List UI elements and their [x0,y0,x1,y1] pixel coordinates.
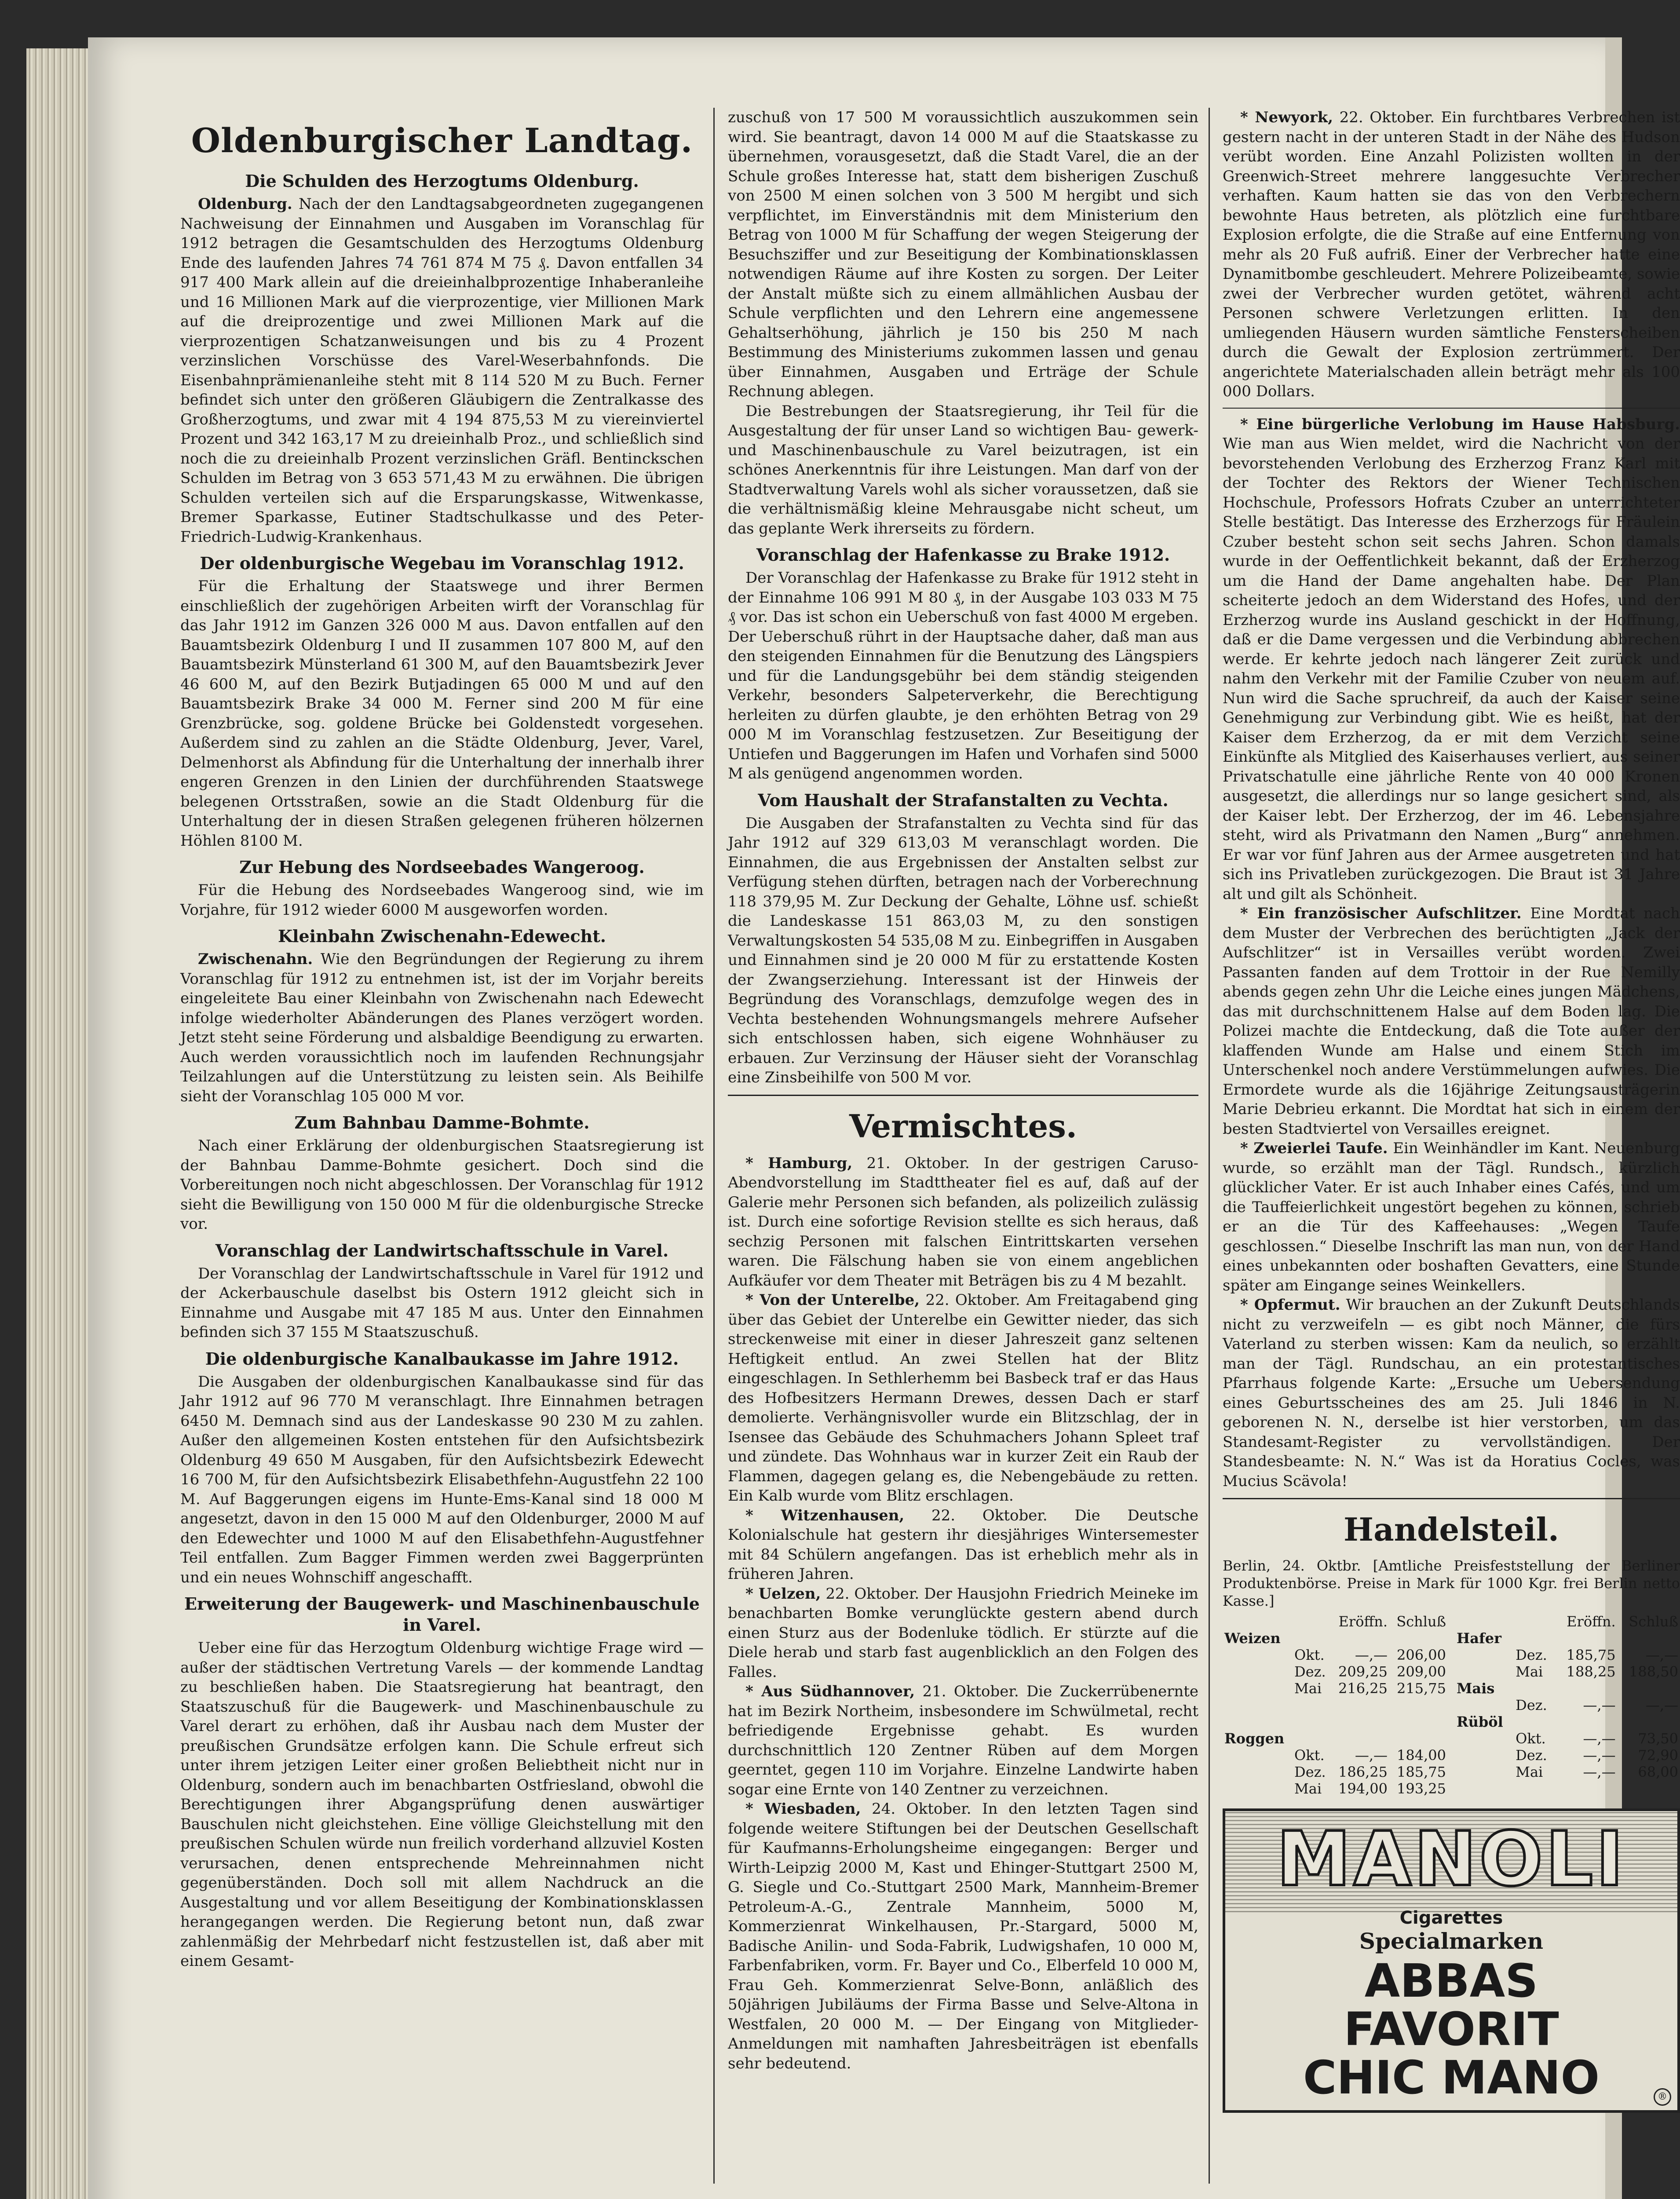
column-2 [728,108,1198,2199]
grain-name [1455,1663,1514,1680]
delivery-month [1293,1730,1331,1747]
grain-name: Hafer [1457,1630,1501,1647]
article-body: Für die Erhaltung der Staatswege und ihrer Bermen einschließlich der zugehörigen Arbeiten wirft der Voranschlag für das Jahr 1912 im Ganzen 326 000 M aus. Davon entfallen auf den Bauamtsbezirk Oldenburg I und II zusammen 107 800 M, auf den Bauamtsbezirk Münsterland 61 300 M, auf den Bauamtsbezirk Jever 46 600 M, auf den Bezirk Butjadingen 65 000 M und auf den Bauamtsbezirk Brake 34 000 M. Ferner sind 200 M für eine Grenzbrücke, sog. goldene Brücke bei Goldenstedt vorgesehen. Außerdem sind zu zahlen an die Städte Oldenburg, Jever, Varel, Delmenhorst als Abfindung für die Unterhaltung der innerhalb ihrer engeren Grenzen in den Linien der durchführenden Staatswege belegenen Ortsstraßen, sowie an die Stadt Oldenburg für die Unterhaltung der in diesen Straßen gelegenen früheren hölzernen Höhlen 8100 M. [180,577,704,850]
news-text: Ein Weinhändler im Kant. Neuenburg wurde, so erzählt man der Tägl. Rundsch., kürzlich glücklicher Vater. Er ist auch Inhaber eines Cafés, und um die Tauffeierlichkeit ungestört begehen zu können, schrieb er an die Tür des Kaffeehauses: „Wegen Taufe geschlossen.“ Dieselbe Inschrift las man nun, von der Hand eines unbekannten oder boshaften Gevatters, eine Stunde später am Eingange seines Weinkellers. [1223,1140,1680,1294]
market-row [1455,1680,1680,1697]
news-item [728,1290,1198,1506]
item-divider [1223,408,1680,409]
grain-name [1223,1713,1293,1730]
news-item [1223,108,1680,402]
article-body: Für die Hebung des Nordseebades Wangeroog sind, wie im Vorjahre, für 1912 wieder 6000 M ausgeworfen worden. [180,881,704,919]
open-price [1555,1680,1618,1697]
dateline: * Von der Unterelbe, [745,1291,920,1309]
delivery-month [1514,1630,1555,1647]
article-text: Wie den Begründungen der Regierung zu ihrem Voranschlag für 1912 zu entnehmen ist, ist der im Vorjahr bereits eingeleitete Bau einer Kleinbahn von Zwischenahn nach Edewecht infolge wiederholter Abänderungen des Planes verzögert worden. Jetzt steht seine Förderung und alsbaldige Beendigung zu erwarten. Auch werden voraussichtlich noch im laufenden Rechnungsjahr Teilzahlungen auf die Unterstützung zu leisten sein. Als Beihilfe sieht der Voranschlag 105 000 M vor. [180,950,704,1105]
close-price: 68,00 [1638,1764,1678,1780]
news-text: 22. Oktober. Ein furchtbares Verbrechen ist gestern nacht in der unteren Stadt in der Nähe des Hudson verübt worden. Eine Anzahl Polizisten wollten in der Greenwich-Street mehrere langgesuchte Verbrecher verhaften. Kaum hatten sie das von den Verbrechern bewohnte Haus betreten, als plötzlich eine furchtbare Explosion erfolgte, die die Straße auf eine Entfernung von mehr als 20 Fuß aufriß. Einer der Verbrecher hatte eine Dynamitbombe geschleudert. Mehrere Polizeibeamte, sowie zwei der Verbrecher wurden getötet, während acht Personen schwere Verletzungen erlitten. In den umliegenden Häusern wurden sämtliche Fensterscheiben durch die Gewalt der Explosion zertrümmert. Der angerichtete Materialschaden allein beträgt mehr als 100 000 Dollars. [1223,109,1680,400]
ad-subtitle: Specialmarken [1359,1928,1544,1954]
section-title: Oldenburgischer Landtag. [191,121,693,160]
grain-name [1455,1747,1514,1764]
dateline: * Wiesbaden, [745,1800,861,1818]
open-price: —,— [1355,1647,1388,1663]
news-item [728,1154,1198,1291]
market-row [1223,1663,1448,1680]
article-heading: Voranschlag der Hafenkasse zu Brake 1912. [756,545,1170,565]
close-price: 209,00 [1397,1663,1446,1680]
news-item [1223,904,1680,1139]
article-body: Der Voranschlag der Hafenkasse zu Brake für 1912 steht in der Einnahme 106 991 M 80 ₰, in der Ausgabe 103 033 M 75 ₰ vor. Das ist schon ein Ueberschuß von fast 4000 M ergeben. Der Ueberschuß rührt in der Hauptsache daher, daß man aus den steigenden Einnahmen für die Benutzung des Längspiers und für die Landungsgebühr bei dem ständig steigenden Verkehr, besonders Salpeterverkehr, die Berechtigung herleiten zu dürfen glaubte, je den erhöhten Betrag von 29 000 M im Voranschlag festzusetzen. Zur Beseitigung der Untiefen und Baggerungen im Hafen und Vorhafen sind 5000 M als genügend angenommen worden. [728,569,1198,782]
article-heading: Zur Hebung des Nordseebades Wangeroog. [239,857,645,877]
close-price [1618,1630,1680,1647]
open-price: —,— [1355,1747,1388,1764]
col-open-header: Eröffn. [1338,1613,1388,1630]
article-body [180,950,704,1106]
close-price: 193,25 [1397,1780,1446,1797]
news-item [728,1799,1198,2073]
open-price [1331,1730,1389,1747]
delivery-month: Okt. [1294,1647,1325,1663]
open-price: —,— [1583,1747,1616,1764]
article-heading: Erweiterung der Baugewerk- und Maschinenbauschule in Varel. [184,1594,700,1635]
market-row [1223,1697,1448,1713]
delivery-month [1293,1697,1331,1713]
news-item [728,1584,1198,1682]
article-body: Die Ausgaben der oldenburgischen Kanalbaukasse sind für das Jahr 1912 auf 96 770 M veranschlagt. Ihre Einnahmen betragen 6450 M. Demnach sind aus der Landeskasse 90 230 M zu zahlen. Außer den allgemeinen Kosten entstehen für den Aufsichtsbezirk Oldenburg 49 650 M Ausgaben, für den Aufsichtsbezirk Edewecht 16 700 M, für den Aufsichtsbezirk Elisabethfehn-Augustfehn 22 100 M. Auf Baggerungen eigens im Hunte-Ems-Kanal sind 18 000 M angesetzt, davon in den 15 000 M auf den Oldenburger, 2000 M auf den Edewechter und 1000 M auf den Elisabethfehn-Augustfehner Teil entfallen. Zum Bagger Fimmen werden zwei Baggerprünten und ein neues Wohnschiff angeschafft. [180,1373,704,1586]
market-row [1223,1780,1448,1797]
news-text: 22. Oktober. Die Deutsche Kolonialschule hat gestern ihr diesjähriges Wintersemester mit 84 Schülern angefangen. Das ist erheblich mehr als in früheren Jahren. [728,1506,1198,1583]
delivery-month: Dez. [1516,1747,1547,1764]
news-text: 24. Oktober. In den letzten Tagen sind folgende weitere Stiftungen bei der Deutschen Gesellschaft für Kaufmanns-Erholungsheime eingegangen: Berger und Wirth-Leipzig 2000 M, Kast und Ehinger-Stuttgart 2500 M, G. Siegle und Co.-Stuttgart 2500 Mark, Mannheim-Bremer Petroleum-A.-G., Zentrale Mannheim, 5000 M, Kommerzienrat Winkelhausen, Pr.-Stargard, 5000 M, Badische Anilin- und Soda-Fabrik, Ludwigshafen, 10 000 M, Farbenfabriken, vorm. Fr. Bayer und Co., Elberfeld 10 000 M, Frau Geh. Kommerzienrat Selve-Bonn, anläßlich des 50jährigen Jubiläums der Firma Basse und Selve-Altona in Westfalen, 20 000 M. — Der Eingang von Mitglieder-Anmeldungen mit namhaften Jahresbeiträgen ist ebenfalls sehr bedeutend. [728,1800,1198,2072]
column-rule [1209,108,1210,2184]
market-row [1455,1747,1680,1764]
grain-name [1223,1663,1293,1680]
article-heading: Vom Haushalt der Strafanstalten zu Vechta. [758,790,1169,810]
article-heading: Voranschlag der Landwirtschaftsschule in Varel. [215,1240,669,1260]
delivery-month: Mai [1294,1680,1322,1697]
open-price [1331,1697,1389,1713]
grain-name [1223,1780,1293,1797]
article-heading: Zum Bahnbau Damme-Bohmte. [294,1113,590,1132]
delivery-month: Okt. [1516,1730,1546,1747]
delivery-month [1293,1630,1331,1647]
market-row [1223,1764,1448,1780]
ad-subtitle: Cigarettes [1399,1908,1503,1928]
article-heading: Die oldenburgische Kanalbaukasse im Jahre 1912. [205,1348,679,1369]
dateline: * Eine bürgerliche Verlobung im Hause Habsburg. [1240,415,1680,433]
news-text: 21. Oktober. In der gestrigen Caruso-Abendvorstellung im Stadttheater fiel es auf, daß auf der Galerie mehr Personen sich befanden, als polizeilich zulässig ist. Durch eine sofortige Revision stellte es sich heraus, daß sechzig Personen mit falschen Eintrittskarten versehen waren. Die Fälschung haben sie von einem angeblichen Aufkäufer vor dem Theater mit Beträgen bis zu 4 M bezahlt. [728,1154,1198,1289]
close-price: —,— [1645,1647,1678,1663]
news-text: Wie man aus Wien meldet, wird die Nachricht von der bevorstehenden Verlobung des Erzherzog Franz Karl mit der Tochter des Rektors der Wiener Technischen Hochschule, Professors Hofrats Czuber an unterrichteter Stelle bestätigt. Das Interesse des Erzherzogs für Fräulein Czuber besteht schon seit sechs Jahren. Schon damals wurde in der Oeffentlichkeit bekannt, daß der Erzherzog um die Hand der Dame angehalten habe. Der Plan scheiterte jedoch an dem Widerstand des Hofes, und der Erzherzog wurde ins Ausland geschickt in der Hoffnung, daß er die Dame vergessen und die Verbindung abbrechen werde. Er kehrte jedoch nach längerer Zeit zurück und nahm den Verkehr mit der Familie Czuber von neuem auf. Nun wird die Sache spruchreif, da auch der Kaiser seine Genehmigung zur Verbindung gibt. Wie es heißt, hat der Kaiser dem Erzherzog, da er mit dem Verzicht seine Einkünfte als Mitglied des Kaiserhauses verliert, aus seiner Privatschatulle eine jährliche Rente von 40 000 Kronen ausgesetzt, die allerdings nur so lange gesichert sind, als der Kaiser lebt. Der Erzherzog, der im 46. Lebensjahre steht, wird als Privatmann den Namen „Burg“ annehmen. Er war vor fünf Jahren aus der Armee ausgetreten und hat sich ins Privatleben zurückgezogen. Die Braut ist 31 Jahre alt und gilt als Schönheit. [1223,435,1680,903]
dateline: * Opfermut. [1240,1296,1340,1314]
dateline: * Newyork, [1240,109,1333,126]
section-title: Handelsteil. [1344,1511,1559,1548]
delivery-month: Okt. [1294,1747,1325,1764]
market-row [1455,1630,1680,1647]
close-price: 206,00 [1397,1647,1446,1663]
article-body [180,194,704,547]
grain-name [1455,1764,1514,1780]
open-price: 194,00 [1338,1780,1388,1797]
close-price: 185,75 [1397,1764,1446,1780]
article-body: Die Ausgaben der Strafanstalten zu Vechta sind für das Jahr 1912 auf 329 613,03 M veranschlagt worden. Die Einnahmen, die aus Ergebnissen der Anstalten selbst zur Verfügung stehen dürften, betragen nach der Vorberechnung 118 379,95 M. Zur Deckung der Gehalte, Löhne usf. schießt die Landeskasse 151 863,03 M, zu den sonstigen Verwaltungskosten 54 535,08 M zu. Einbegriffen in Ausgaben und Einnahmen sind je 20 000 M für zu erstattende Kosten der Zwangserziehung. Interessant ist der Hinweis der Begründung des Voranschlags, demzufolge wegen des in Vechta bestehenden Wohnungsmangels mehrere Aufseher sich entschlossen haben, sich eigene Wohnhäuser zu erbauen. Zur Verzinsung der Häuser sieht der Voranschlag eine Zinsbeihilfe von 500 M vor. [728,814,1198,1086]
news-text: 21. Oktober. Die Zuckerrübenernte hat im Bezirk Northeim, insbesondere im Schwülmetal, recht befriedigende Ergebnisse gehabt. Es wurden durchschnittlich 120 Zentner Rüben auf dem Morgen geerntet, gegen 110 im Vorjahre. Einzelne Landwirte haben sogar eine Ernte von 140 Zentner zu verzeichnen. [728,1683,1198,1798]
close-price [1618,1780,1680,1797]
ad-product-line: CHIC MANO [1303,2051,1600,2104]
grain-name [1223,1764,1293,1780]
close-price: —,— [1645,1697,1678,1713]
manoli-advertisement [1223,1808,1680,2113]
open-price [1331,1630,1389,1647]
market-row [1455,1730,1680,1747]
dateline: * Aus Südhannover, [745,1683,915,1700]
grain-name: Weizen [1224,1630,1281,1647]
market-tables [1223,1610,1680,1797]
grain-name [1455,1780,1514,1797]
market-row [1223,1730,1448,1747]
market-row [1455,1697,1680,1713]
open-price [1331,1713,1389,1730]
delivery-month [1514,1680,1555,1697]
news-text: 22. Oktober. Am Freitagabend ging über das Gebiet der Unterelbe ein Gewitter nieder, das sich streckenweise mit einer in dieser Jahreszeit ganz seltenen Heftigkeit entlud. An zwei Stellen hat der Blitz eingeschlagen. In Sethlerhemm bei Basbeck traf er das Haus des Hofbesitzers Hermann Drewes, dessen Dach er starf demolierte. Verhängnisvoller wurde ein Blitzschlag, der in Isensee das Gebäude des Schuhmachers Johann Spleet traf und zündete. Das Wohnhaus war in kurzer Zeit ein Raub der Flammen, dagegen gelang es, die Nebengebäude zu retten. Ein Kalb wurde vom Blitz erschlagen. [728,1291,1199,1505]
delivery-month: Dez. [1294,1663,1326,1680]
news-text: Eine Mordtat nach dem Muster der Verbrechen des berüchtigten „Jack der Aufschlitzer“ ist in Versailles verübt worden. Zwei Passanten fanden auf dem Trottoir in der Rue Nemilly abends gegen zehn Uhr die Leiche eines jungen Mädchens, das mit durchschnittenem Halse auf dem Boden lag. Die Polizei machte die Entdeckung, daß die Tote außer der klaffenden Wunde am Halse und einem Stich im Unterschenkel noch andere Verstümmelungen aufwies. Die Ermordete wurde als die 16jährige Zeitungsausträgerin Marie Debrieu erkannt. Die Mordtat hat sich in einem der besten Stadtviertel von Versailles ereignet. [1223,905,1680,1138]
grain-name [1455,1697,1514,1713]
close-price [1618,1680,1680,1697]
close-price: 184,00 [1397,1747,1446,1764]
news-item [728,1506,1198,1584]
open-price: 185,75 [1566,1647,1616,1663]
article-heading: Der oldenburgische Wegebau im Voranschlag 1912. [200,553,684,573]
close-price: 72,90 [1638,1747,1678,1764]
delivery-month: Dez. [1294,1764,1326,1780]
delivery-month: Mai [1516,1764,1543,1780]
open-price: 216,25 [1338,1680,1388,1697]
book-page-edges [26,48,92,2199]
article-body: Nach einer Erklärung der oldenburgischen Staatsregierung ist der Bahnbau Damme-Bohmte gesichert. Doch sind die Vorbereitungen noch nicht abgeschlossen. Der Voranschlag für 1912 sieht die Bewilligung von 150 000 M für die oldenburgische Strecke vor. [180,1137,704,1233]
news-item [1223,1295,1680,1491]
grain-name [1223,1680,1293,1697]
news-item [728,1682,1198,1799]
dateline: Oldenburg. [198,195,292,213]
close-price [1618,1713,1680,1730]
dateline: * Zweierlei Taufe. [1240,1140,1388,1157]
ad-product-line: ABBAS [1364,1954,1538,2008]
close-price: 215,75 [1397,1680,1446,1697]
dateline: * Hamburg, [745,1154,853,1172]
dateline: * Ein französischer Aufschlitzer. [1240,905,1522,922]
column-rule [713,108,715,2184]
grain-name [1455,1647,1514,1663]
close-price [1389,1713,1448,1730]
open-price: —,— [1583,1730,1616,1747]
close-price: 188,50 [1629,1663,1678,1680]
news-text: Wir brauchen an der Zukunft Deutschlands nicht zu verzweifeln — es gibt noch Männer, die fürs Vaterland zu sterben wissen: Kam da neulich, so erzählt man der Tägl. Rundschau, an ein protestantisches Pfarrhaus folgende Karte: „Ersuche um Uebersendung eines Geburtsscheines des am 25. Juli 1846 in N. geborenen N. N., derselbe ist hier verstorben, um das Standesamt-Register zu vervollständigen. Der Standesbeamte: N. N.“ Was ist da Horatius Cocles, was Mucius Scävola! [1223,1296,1680,1490]
article-heading: Kleinbahn Zwischenahn-Edewecht. [278,926,606,946]
close-price [1389,1697,1448,1713]
dateline: * Witzenhausen, [745,1506,905,1524]
delivery-month: Mai [1516,1663,1543,1680]
grain-name: Rüböl [1457,1713,1503,1730]
article-body: Der Voranschlag der Landwirtschaftsschule in Varel für 1912 und der Ackerbauschule daselbst bis Ostern 1912 gleicht sich in Einnahme und Ausgabe mit 47 185 M aus. Unter den Einnahmen befinden sich 37 155 M Staatszuschuß. [180,1264,704,1341]
market-row [1455,1780,1680,1797]
open-price [1555,1780,1618,1797]
column-1 [180,108,704,2199]
grain-name [1223,1747,1293,1764]
news-text: 22. Oktober. Der Hausjohn Friedrich Meineke im benachbarten Bomke verunglückte gestern abend durch einen Sturz aus der Bodenluke tödlich. Er stürzte auf die Diele herab und starb fast augenblicklich an den Folgen des Falles. [728,1585,1199,1681]
open-price: 188,25 [1566,1663,1616,1680]
market-row [1223,1713,1448,1730]
grain-name [1455,1730,1514,1747]
market-row [1223,1747,1448,1764]
open-price: 186,25 [1338,1764,1388,1780]
market-table-left [1223,1613,1448,1797]
open-price: 209,25 [1338,1663,1388,1680]
market-row [1223,1630,1448,1647]
delivery-month [1514,1780,1555,1797]
col-close-header: Schluß [1629,1613,1678,1630]
column-3 [1223,108,1680,2199]
market-table-right [1455,1613,1680,1797]
section-title: Vermischtes. [849,1107,1077,1145]
delivery-month: Dez. [1516,1647,1547,1663]
article-body: Ueber eine für das Herzogtum Oldenburg wichtige Frage wird — außer der städtischen Vertretung Varels — der kommende Landtag zu beschließen haben. Die Staatsregierung hat beantragt, den Staatszuschuß für die Baugewerk- und Maschinenbauschule zu Varel derart zu erhöhen, daß ihr Ausbau nach dem Muster der preußischen Grundsätze erfolgen kann. Die Schule erfreut sich unter ihrem jetzigen Leiter einer großen Beliebtheit nicht nur in Oldenburg, sondern auch im benachbarten Ostfriesland, obwohl die Berechtigungen ihrer Abgangsprüfung denen auswärtiger Bauschulen nicht gleichstehen. Eine völlige Gleichstellung mit den preußischen Schulen würde nun freilich vorderhand allzuviel Kosten verursachen, denen entsprechende Mehreinnahmen nicht gegenüberständen. Doch soll mit allem Nachdruck an die Ausgestaltung und vor allem Beseitigung der Kombinationsklassen herangegangen werden. Die Regierung betont nun, daß zwar zahlenmäßig der Mehrbedarf nicht festzustellen ist, daß aber mit einem Gesamt- [180,1639,704,1970]
article-heading: Die Schulden des Herzogtums Oldenburg. [245,171,639,191]
article-body: Die Bestrebungen der Staatsregierung, ihr Teil für die Ausgestaltung der für unser Land so wichtigen Bau- gewerk- und Maschinenbauschule zu Varel beizutragen, ist ein schönes Anerkenntnis für ihre Leistungen. Man darf von der Stadtverwaltung Varels wohl als sicher voraussetzen, daß sie die verhältnismäßig kleine Mehrausgabe nicht scheut, um das geplante Werk ihrerseits zu fördern. [728,402,1198,537]
open-price: —,— [1583,1764,1616,1780]
delivery-month: Dez. [1516,1697,1547,1713]
open-price [1555,1713,1618,1730]
market-row [1455,1764,1680,1780]
grain-name: Roggen [1224,1730,1285,1747]
section-divider [728,1095,1198,1096]
close-price: 73,50 [1638,1730,1678,1747]
grain-name: Mais [1457,1680,1495,1697]
market-row [1455,1647,1680,1663]
market-row [1455,1663,1680,1680]
col-close-header: Schluß [1396,1613,1446,1630]
open-price [1555,1630,1618,1647]
news-item [1223,1139,1680,1295]
col-open-header: Eröffn. [1567,1613,1616,1630]
market-intro: Berlin, 24. Oktbr. [Amtliche Preisfeststellung der Berliner Produktenbörse. Preise in Mark für 1000 Kgr. frei Berlin netto Kasse.] [1223,1557,1680,1609]
section-divider [1223,1498,1680,1499]
dateline: * Uelzen, [745,1585,821,1603]
delivery-month [1514,1713,1555,1730]
close-price [1389,1730,1448,1747]
market-row [1455,1713,1680,1730]
dateline: Zwischenahn. [198,950,313,968]
delivery-month: Mai [1294,1780,1322,1797]
delivery-month [1293,1713,1331,1730]
close-price [1389,1630,1448,1647]
article-text: Nach der den Landtagsabgeordneten zugegangenen Nachweisung der Einnahmen und Ausgaben im Voranschlag für 1912 betragen die Gesamtschulden des Herzogtums Oldenburg Ende des laufenden Jahres 74 761 874 M 75 ₰. Davon entfallen 34 917 400 Mark allein auf die dreieinhalbprozentige Inhaberanleihe und 16 Millionen Mark auf die vierprozentige, vier Millionen Mark auf die dreiprozentige und zwei Millionen Mark auf die vierprozentigen Schatzanweisungen und bis zu 4 Prozent verzinslichen Vorschüsse des Varel-Weserbahnfonds. Die Eisenbahnprämienanleihe steht mit 8 114 520 M zu Buch. Ferner befindet sich unter den größeren Gläubigern die Zentralkasse des Großherzogtums, und zwar mit 4 194 875,53 M zu viereinviertel Prozent und 342 163,17 M zu dreieinhalb Proz., und schließlich sind noch die zu dreieinhalb Prozent verzinslichen Gräfl. Bentinckschen Schulden im Betrag von 3 653 571,43 M zu erwähnen. Die übrigen Schulden verteilen sich auf die Ersparungskasse, Witwenkasse, Bremer Sparkasse, Eutiner Stadtschulkasse und des Peter-Friedrich-Ludwig-Krankenhaus. [180,195,704,546]
ad-brand: MANOLI [1276,1816,1626,1903]
registered-mark-icon: ® [1654,2088,1671,2106]
ad-product-line: FAVORIT [1344,2002,1559,2056]
newspaper-page [88,37,1680,2199]
news-item [1223,415,1680,904]
grain-name [1223,1647,1293,1663]
article-continuation: zuschuß von 17 500 M voraussichtlich auszukommen sein wird. Sie beantragt, davon 14 000 M auf die Staatskasse zu übernehmen, vorausgesetzt, daß die Stadt Varel, die an der Schule großes Interesse hat, statt dem bisherigen Zuschuß von 2500 M einen solchen von 3 500 M hergibt und sich verpflichtet, im Einverständnis mit dem Ministerium den Betrag von 1000 M für Schaffung der wegen Steigerung der Besuchsziffer und zur Beseitigung der Kombinationsklassen notwendigen Räume auf ihre Kosten zu sorgen. Der Leiter der Anstalt müßte sich zu einem allmählichen Ausbau der Schule verpflichten und den Lehrern eine angemessene Gehaltserhöhung, jährlich je 150 bis 250 M nach Bestimmung des Ministeriums zukommen lassen und genau über Einnahmen, Ausgaben und Erträge der Schule Rechnung ablegen. [728,109,1198,400]
grain-name [1223,1697,1293,1713]
market-row [1223,1680,1448,1697]
open-price: —,— [1583,1697,1616,1713]
market-row [1223,1647,1448,1663]
